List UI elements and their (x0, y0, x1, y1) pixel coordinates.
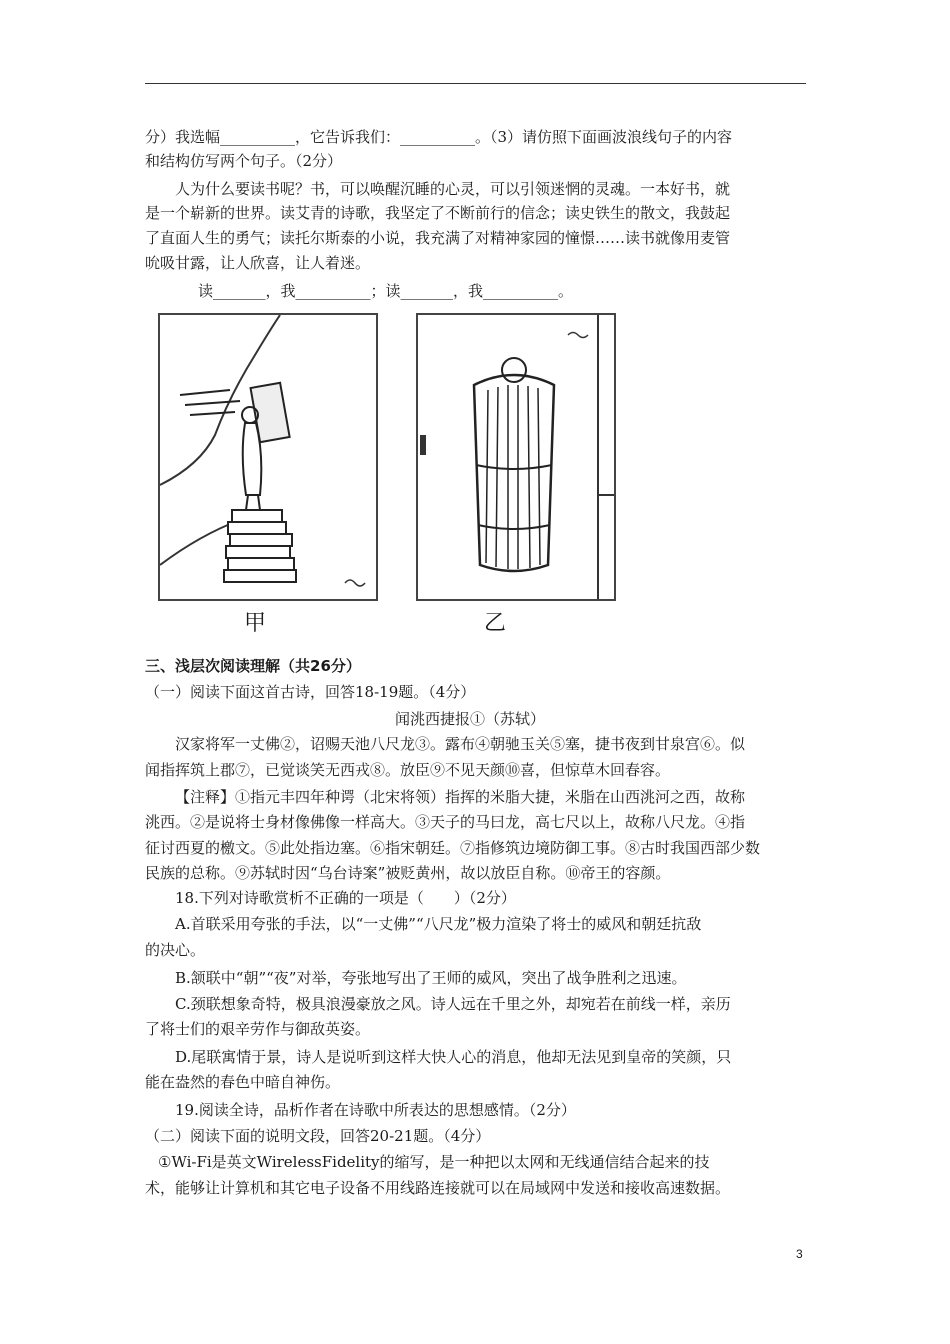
poem-line: 闻指挥筑上郡⑦，已觉谈笑无西戎⑧。放臣⑨不见天颜⑩喜，但惊草木回春容。 (145, 761, 671, 779)
section-title: 三、浅层次阅读理解（共26分） (145, 657, 361, 675)
option-c-cont: 了将士们的艰辛劳作与御敌英姿。 (145, 1020, 371, 1038)
option-a-cont: 的决心。 (145, 941, 206, 959)
notes-line: 【注释】①指元丰四年种谔（北宋将领）指挥的米脂大捷，米脂在山西洮河之西，故称 (175, 788, 746, 806)
part-two-intro: （二）阅读下面的说明文段，回答20-21题。（4分） (145, 1127, 491, 1145)
option-d-cont: 能在盎然的春色中暗自神伤。 (145, 1073, 341, 1091)
page-number: 3 (796, 1247, 803, 1261)
question-line-1: 分）我选幅__________，它告诉我们：__________。（3）请仿照下面画波浪线句子的内容 (145, 128, 733, 146)
option-c: C.颈联想象奇特，极具浪漫豪放之风。诗人远在千里之外，却宛若在前线一样，亲历 (175, 995, 731, 1013)
paragraph-line: 吮吸甘露，让人欣喜，让人着迷。 (145, 254, 371, 272)
paragraph-line: 人为什么要读书呢？书，可以唤醒沉睡的心灵，可以引领迷惘的灵魂。一本好书，就 (175, 180, 731, 198)
option-b: B.颔联中“朝”“夜”对举，夸张地写出了王师的威风，突出了战争胜利之迅速。 (175, 969, 687, 987)
option-a: A.首联采用夸张的手法，以“一丈佛”“八尺龙”极力渲染了将士的威风和朝廷抗敌 (175, 915, 702, 933)
figure-label-yi: 乙 (484, 611, 507, 636)
fill-in-line: 读_______，我__________；读_______，我__________。 (198, 282, 574, 300)
poem-title: 闻洮西捷报①（苏轼） (395, 710, 546, 728)
poem-line: 汉家将军一丈佛②，诏赐天池八尺龙③。露布④朝驰玉关⑤塞，捷书夜到甘泉宫⑥。似 (175, 735, 746, 753)
paragraph-line: 是一个崭新的世界。读艾青的诗歌，我坚定了不断前行的信念；读史铁生的散文，我鼓起 (145, 204, 731, 222)
paragraph-line: 了直面人生的勇气；读托尔斯泰的小说，我充满了对精神家园的憧憬……读书就像用麦管 (145, 229, 731, 247)
figure-jia (158, 313, 378, 601)
part-one-intro: （一）阅读下面这首古诗，回答18-19题。（4分） (145, 683, 476, 701)
question-18: 18.下列对诗歌赏析不正确的一项是（ ）（2分） (175, 889, 516, 907)
figure-yi (416, 313, 616, 601)
notes-line: 民族的总称。⑨苏轼时因“乌台诗案”被贬黄州，故以放臣自称。⑩帝王的容颜。 (145, 864, 671, 882)
question-line-2: 和结构仿写两个句子。（2分） (145, 152, 343, 170)
person-in-books-icon (418, 315, 614, 599)
notes-line: 洮西。②是说将士身材像佛像一样高大。③天子的马曰龙，高七尺以上，故称八尺龙。④指 (145, 813, 746, 831)
man-on-books-icon (160, 315, 376, 599)
figure-label-jia: 甲 (244, 611, 267, 636)
wifi-line: ①Wi-Fi是英文WirelessFidelity的缩写，是一种把以太网和无线通信结合起来的技 (158, 1153, 710, 1171)
option-d: D.尾联寓情于景，诗人是说听到这样大快人心的消息，他却无法见到皇帝的笑颜，只 (175, 1048, 732, 1066)
wifi-line: 术，能够让计算机和其它电子设备不用线路连接就可以在局域网中发送和接收高速数据。 (145, 1179, 731, 1197)
header-rule (145, 83, 806, 84)
question-19: 19.阅读全诗，品析作者在诗歌中所表达的思想感情。（2分） (175, 1101, 576, 1119)
notes-line: 征讨西夏的檄文。⑤此处指边塞。⑥指宋朝廷。⑦指修筑边境防御工事。⑧古时我国西部少数 (145, 839, 761, 857)
